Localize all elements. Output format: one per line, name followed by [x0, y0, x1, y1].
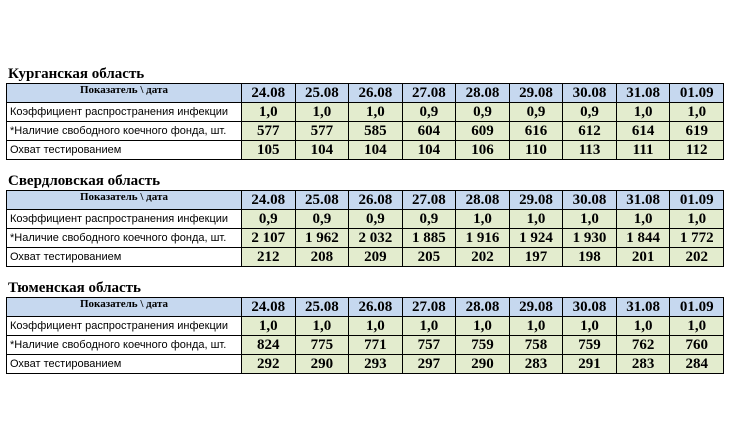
row-label: *Наличие свободного коечного фонда, шт. — [7, 122, 242, 141]
value-cell: 1,0 — [670, 103, 724, 122]
value-cell: 0,9 — [509, 103, 563, 122]
value-cell: 113 — [563, 141, 617, 160]
date-cell: 31.08 — [616, 84, 670, 103]
date-cell: 26.08 — [349, 84, 403, 103]
date-cell: 29.08 — [509, 191, 563, 210]
value-cell: 1,0 — [616, 210, 670, 229]
date-cell: 25.08 — [295, 191, 349, 210]
value-cell: 1,0 — [670, 210, 724, 229]
value-cell: 0,9 — [349, 210, 403, 229]
value-cell: 105 — [242, 141, 296, 160]
value-cell: 758 — [509, 336, 563, 355]
date-cell: 30.08 — [563, 84, 617, 103]
table-row — [7, 122, 724, 141]
table-row — [7, 336, 724, 355]
value-cell: 293 — [349, 355, 403, 374]
value-cell: 0,9 — [402, 210, 456, 229]
tyumen-region-section — [6, 281, 724, 374]
value-cell: 104 — [295, 141, 349, 160]
value-cell: 212 — [242, 248, 296, 267]
value-cell: 619 — [670, 122, 724, 141]
value-cell: 614 — [616, 122, 670, 141]
value-cell: 1,0 — [563, 317, 617, 336]
date-cell: 27.08 — [402, 298, 456, 317]
date-cell: 30.08 — [563, 298, 617, 317]
value-cell: 1,0 — [349, 317, 403, 336]
kurgan-region-section — [6, 67, 724, 160]
value-cell: 762 — [616, 336, 670, 355]
row-label: Охват тестированием — [7, 248, 242, 267]
value-cell: 104 — [402, 141, 456, 160]
date-cell: 26.08 — [349, 191, 403, 210]
value-cell: 609 — [456, 122, 510, 141]
table-row — [7, 317, 724, 336]
value-cell: 604 — [402, 122, 456, 141]
value-cell: 1,0 — [616, 103, 670, 122]
value-cell: 759 — [563, 336, 617, 355]
value-cell: 1,0 — [242, 317, 296, 336]
value-cell: 209 — [349, 248, 403, 267]
value-cell: 110 — [509, 141, 563, 160]
date-cell: 29.08 — [509, 298, 563, 317]
kurgan-indicators-table — [6, 83, 724, 160]
tyumen-indicators-table — [6, 297, 724, 374]
value-cell: 1,0 — [563, 210, 617, 229]
value-cell: 1 962 — [295, 229, 349, 248]
region-title: Свердловская область — [8, 173, 161, 189]
value-cell: 208 — [295, 248, 349, 267]
date-cell: 29.08 — [509, 84, 563, 103]
value-cell: 1,0 — [616, 317, 670, 336]
value-cell: 202 — [670, 248, 724, 267]
header-label-cell: Показатель \ дата — [7, 84, 242, 103]
value-cell: 1 930 — [563, 229, 617, 248]
value-cell: 1 924 — [509, 229, 563, 248]
value-cell: 760 — [670, 336, 724, 355]
value-cell: 292 — [242, 355, 296, 374]
value-cell: 111 — [616, 141, 670, 160]
value-cell: 616 — [509, 122, 563, 141]
value-cell: 1,0 — [456, 210, 510, 229]
value-cell: 1 844 — [616, 229, 670, 248]
value-cell: 1 916 — [456, 229, 510, 248]
value-cell: 2 107 — [242, 229, 296, 248]
table-row — [7, 141, 724, 160]
value-cell: 283 — [616, 355, 670, 374]
row-label: Коэффициент распространения инфекции — [7, 103, 242, 122]
value-cell: 1,0 — [295, 103, 349, 122]
value-cell: 106 — [456, 141, 510, 160]
table-row — [7, 229, 724, 248]
value-cell: 291 — [563, 355, 617, 374]
header-label-cell: Показатель \ дата — [7, 191, 242, 210]
row-label: *Наличие свободного коечного фонда, шт. — [7, 229, 242, 248]
value-cell: 759 — [456, 336, 510, 355]
date-cell: 27.08 — [402, 84, 456, 103]
date-cell: 31.08 — [616, 298, 670, 317]
sverdlovsk-indicators-table — [6, 190, 724, 267]
date-cell: 30.08 — [563, 191, 617, 210]
value-cell: 198 — [563, 248, 617, 267]
table-header-row — [7, 191, 724, 210]
region-title: Курганская область — [8, 66, 145, 82]
value-cell: 585 — [349, 122, 403, 141]
date-cell: 26.08 — [349, 298, 403, 317]
value-cell: 771 — [349, 336, 403, 355]
value-cell: 297 — [402, 355, 456, 374]
value-cell: 757 — [402, 336, 456, 355]
date-cell: 24.08 — [242, 84, 296, 103]
row-label: Коэффициент распространения инфекции — [7, 210, 242, 229]
value-cell: 0,9 — [295, 210, 349, 229]
sverdlovsk-region-section — [6, 174, 724, 267]
row-label: Коэффициент распространения инфекции — [7, 317, 242, 336]
region-title: Тюменская область — [8, 280, 141, 296]
value-cell: 290 — [295, 355, 349, 374]
date-cell: 24.08 — [242, 298, 296, 317]
header-label-cell: Показатель \ дата — [7, 298, 242, 317]
table-header-row — [7, 84, 724, 103]
value-cell: 577 — [295, 122, 349, 141]
value-cell: 1,0 — [509, 210, 563, 229]
value-cell: 1,0 — [670, 317, 724, 336]
table-header-row — [7, 298, 724, 317]
value-cell: 1,0 — [402, 317, 456, 336]
date-cell: 28.08 — [456, 84, 510, 103]
value-cell: 201 — [616, 248, 670, 267]
date-cell: 24.08 — [242, 191, 296, 210]
table-row — [7, 210, 724, 229]
value-cell: 197 — [509, 248, 563, 267]
value-cell: 1,0 — [242, 103, 296, 122]
value-cell: 0,9 — [402, 103, 456, 122]
date-cell: 01.09 — [670, 191, 724, 210]
value-cell: 1 885 — [402, 229, 456, 248]
date-cell: 25.08 — [295, 298, 349, 317]
value-cell: 0,9 — [563, 103, 617, 122]
date-cell: 28.08 — [456, 191, 510, 210]
value-cell: 1 772 — [670, 229, 724, 248]
row-label: Охват тестированием — [7, 355, 242, 374]
value-cell: 2 032 — [349, 229, 403, 248]
value-cell: 612 — [563, 122, 617, 141]
date-cell: 31.08 — [616, 191, 670, 210]
value-cell: 290 — [456, 355, 510, 374]
value-cell: 775 — [295, 336, 349, 355]
value-cell: 0,9 — [456, 103, 510, 122]
table-row — [7, 248, 724, 267]
value-cell: 284 — [670, 355, 724, 374]
value-cell: 112 — [670, 141, 724, 160]
value-cell: 1,0 — [456, 317, 510, 336]
table-row — [7, 103, 724, 122]
value-cell: 104 — [349, 141, 403, 160]
value-cell: 0,9 — [242, 210, 296, 229]
row-label: Охват тестированием — [7, 141, 242, 160]
date-cell: 25.08 — [295, 84, 349, 103]
row-label: *Наличие свободного коечного фонда, шт. — [7, 336, 242, 355]
date-cell: 01.09 — [670, 84, 724, 103]
date-cell: 28.08 — [456, 298, 510, 317]
value-cell: 1,0 — [349, 103, 403, 122]
date-cell: 27.08 — [402, 191, 456, 210]
value-cell: 824 — [242, 336, 296, 355]
value-cell: 205 — [402, 248, 456, 267]
value-cell: 1,0 — [509, 317, 563, 336]
date-cell: 01.09 — [670, 298, 724, 317]
table-row — [7, 355, 724, 374]
value-cell: 577 — [242, 122, 296, 141]
value-cell: 202 — [456, 248, 510, 267]
value-cell: 1,0 — [295, 317, 349, 336]
value-cell: 283 — [509, 355, 563, 374]
